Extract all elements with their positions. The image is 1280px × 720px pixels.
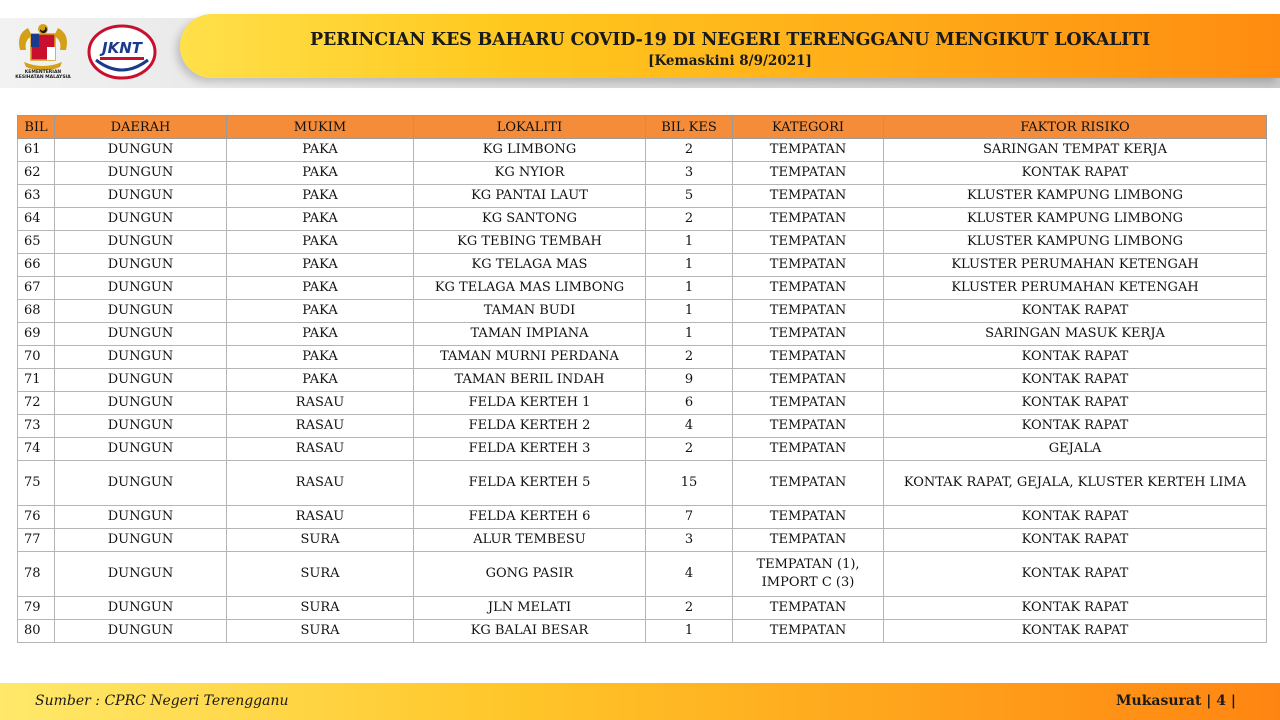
kategori-cell: TEMPATAN: [733, 208, 884, 231]
mukim-cell: PAKA: [227, 162, 414, 185]
mukim-cell: SURA: [227, 529, 414, 552]
table-row: [18, 162, 1267, 185]
mukim-cell: PAKA: [227, 323, 414, 346]
daerah-cell: DUNGUN: [55, 231, 227, 254]
bil-header: BIL: [18, 116, 55, 139]
daerah-cell: DUNGUN: [55, 461, 227, 506]
lokaliti-cell: TAMAN MURNI PERDANA: [414, 346, 646, 369]
lokaliti-cell: GONG PASIR: [414, 552, 646, 597]
bil-kes-cell: 1: [646, 231, 733, 254]
faktor-risiko-cell: KONTAK RAPAT: [884, 552, 1267, 597]
lokaliti-cell: FELDA KERTEH 1: [414, 392, 646, 415]
bil-cell: 71: [18, 369, 55, 392]
mukim-cell: RASAU: [227, 392, 414, 415]
table-row: [18, 185, 1267, 208]
title-banner: [180, 14, 1280, 78]
mukim-cell: RASAU: [227, 415, 414, 438]
bil-cell: 67: [18, 277, 55, 300]
kategori-cell: TEMPATAN: [733, 415, 884, 438]
daerah-cell: DUNGUN: [55, 529, 227, 552]
kategori-cell: TEMPATAN: [733, 620, 884, 643]
table-row: [18, 369, 1267, 392]
bil-kes-cell: 2: [646, 438, 733, 461]
lokaliti-cell: FELDA KERTEH 6: [414, 506, 646, 529]
lokaliti-cell: ALUR TEMBESU: [414, 529, 646, 552]
lokaliti-cell: KG TELAGA MAS: [414, 254, 646, 277]
table-row: [18, 323, 1267, 346]
kategori-cell: TEMPATAN: [733, 392, 884, 415]
bil-cell: 70: [18, 346, 55, 369]
daerah-cell: DUNGUN: [55, 139, 227, 162]
faktor-risiko-cell: KLUSTER KAMPUNG LIMBONG: [884, 185, 1267, 208]
lokaliti-cell: KG SANTONG: [414, 208, 646, 231]
bil-cell: 63: [18, 185, 55, 208]
table-row: [18, 208, 1267, 231]
mukim-cell: PAKA: [227, 139, 414, 162]
bil-kes-cell: 6: [646, 392, 733, 415]
mukim-cell: PAKA: [227, 300, 414, 323]
faktor-risiko-cell: KLUSTER PERUMAHAN KETENGAH: [884, 277, 1267, 300]
table-body: [18, 139, 1267, 643]
lokaliti-cell: FELDA KERTEH 5: [414, 461, 646, 506]
bil-cell: 64: [18, 208, 55, 231]
bil-kes-cell: 2: [646, 139, 733, 162]
table-row: [18, 552, 1267, 597]
covid-cases-table: [17, 115, 1267, 643]
daerah-cell: DUNGUN: [55, 392, 227, 415]
faktor-risiko-cell: KONTAK RAPAT, GEJALA, KLUSTER KERTEH LIMA: [884, 461, 1267, 506]
mukim-cell: SURA: [227, 552, 414, 597]
bil-kes-cell: 5: [646, 185, 733, 208]
daerah-cell: DUNGUN: [55, 552, 227, 597]
mukim-cell: SURA: [227, 597, 414, 620]
bil-kes-header: BIL KES: [646, 116, 733, 139]
source-note: Sumber : CPRC Negeri Terengganu: [35, 693, 289, 709]
lokaliti-cell: KG LIMBONG: [414, 139, 646, 162]
bil-cell: 69: [18, 323, 55, 346]
bil-kes-cell: 2: [646, 208, 733, 231]
table-row: [18, 254, 1267, 277]
bil-kes-cell: 2: [646, 597, 733, 620]
mukim-cell: PAKA: [227, 231, 414, 254]
faktor-risiko-cell: KONTAK RAPAT: [884, 529, 1267, 552]
bil-cell: 61: [18, 139, 55, 162]
daerah-cell: DUNGUN: [55, 300, 227, 323]
bil-cell: 75: [18, 461, 55, 506]
lokaliti-cell: KG PANTAI LAUT: [414, 185, 646, 208]
lokaliti-cell: FELDA KERTEH 3: [414, 438, 646, 461]
lokaliti-cell: KG BALAI BESAR: [414, 620, 646, 643]
mukim-cell: PAKA: [227, 254, 414, 277]
daerah-cell: DUNGUN: [55, 162, 227, 185]
daerah-cell: DUNGUN: [55, 597, 227, 620]
faktor-risiko-cell: SARINGAN TEMPAT KERJA: [884, 139, 1267, 162]
faktor-risiko-header: FAKTOR RISIKO: [884, 116, 1267, 139]
kategori-cell: TEMPATAN: [733, 300, 884, 323]
kategori-cell: TEMPATAN: [733, 529, 884, 552]
bil-kes-cell: 3: [646, 162, 733, 185]
faktor-risiko-cell: SARINGAN MASUK KERJA: [884, 323, 1267, 346]
table-row: [18, 231, 1267, 254]
bil-kes-cell: 7: [646, 506, 733, 529]
faktor-risiko-cell: GEJALA: [884, 438, 1267, 461]
lokaliti-cell: FELDA KERTEH 2: [414, 415, 646, 438]
bil-kes-cell: 3: [646, 529, 733, 552]
mukim-cell: PAKA: [227, 277, 414, 300]
table-row: [18, 438, 1267, 461]
daerah-cell: DUNGUN: [55, 415, 227, 438]
bil-cell: 78: [18, 552, 55, 597]
lokaliti-cell: JLN MELATI: [414, 597, 646, 620]
kategori-cell: TEMPATAN: [733, 323, 884, 346]
lokaliti-header: LOKALITI: [414, 116, 646, 139]
lokaliti-cell: KG TEBING TEMBAH: [414, 231, 646, 254]
bil-cell: 66: [18, 254, 55, 277]
slide-footer: [0, 683, 1280, 720]
mukim-cell: PAKA: [227, 185, 414, 208]
kategori-cell: TEMPATAN: [733, 506, 884, 529]
bil-kes-cell: 1: [646, 620, 733, 643]
daerah-cell: DUNGUN: [55, 208, 227, 231]
daerah-header: DAERAH: [55, 116, 227, 139]
bil-kes-cell: 9: [646, 369, 733, 392]
bil-cell: 74: [18, 438, 55, 461]
faktor-risiko-cell: KLUSTER PERUMAHAN KETENGAH: [884, 254, 1267, 277]
faktor-risiko-cell: KONTAK RAPAT: [884, 162, 1267, 185]
daerah-cell: DUNGUN: [55, 438, 227, 461]
bil-kes-cell: 4: [646, 552, 733, 597]
kategori-cell: TEMPATAN: [733, 597, 884, 620]
lokaliti-cell: KG TELAGA MAS LIMBONG: [414, 277, 646, 300]
daerah-cell: DUNGUN: [55, 185, 227, 208]
kategori-cell: TEMPATAN: [733, 139, 884, 162]
kategori-cell: TEMPATAN: [733, 438, 884, 461]
bil-kes-cell: 4: [646, 415, 733, 438]
faktor-risiko-cell: KONTAK RAPAT: [884, 392, 1267, 415]
kategori-cell: TEMPATAN: [733, 162, 884, 185]
mukim-cell: RASAU: [227, 438, 414, 461]
daerah-cell: DUNGUN: [55, 323, 227, 346]
table-row: [18, 461, 1267, 506]
bil-cell: 73: [18, 415, 55, 438]
daerah-cell: DUNGUN: [55, 254, 227, 277]
mukim-cell: PAKA: [227, 346, 414, 369]
bil-cell: 62: [18, 162, 55, 185]
daerah-cell: DUNGUN: [55, 346, 227, 369]
bil-cell: 65: [18, 231, 55, 254]
lokaliti-cell: TAMAN BERIL INDAH: [414, 369, 646, 392]
kategori-cell: TEMPATAN: [733, 185, 884, 208]
kategori-cell: TEMPATAN: [733, 277, 884, 300]
table-row: [18, 529, 1267, 552]
jknt-logo: [86, 22, 158, 82]
kategori-cell: TEMPATAN: [733, 254, 884, 277]
table-row: [18, 620, 1267, 643]
lokaliti-cell: TAMAN IMPIANA: [414, 323, 646, 346]
faktor-risiko-cell: KONTAK RAPAT: [884, 597, 1267, 620]
faktor-risiko-cell: KONTAK RAPAT: [884, 620, 1267, 643]
bil-cell: 80: [18, 620, 55, 643]
bil-cell: 77: [18, 529, 55, 552]
bil-kes-cell: 1: [646, 323, 733, 346]
kategori-cell: TEMPATAN: [733, 231, 884, 254]
daerah-cell: DUNGUN: [55, 277, 227, 300]
faktor-risiko-cell: KONTAK RAPAT: [884, 506, 1267, 529]
bil-cell: 72: [18, 392, 55, 415]
table-row: [18, 415, 1267, 438]
jknt-logo-text: JKNT: [102, 39, 142, 57]
daerah-cell: DUNGUN: [55, 620, 227, 643]
daerah-cell: DUNGUN: [55, 506, 227, 529]
faktor-risiko-cell: KLUSTER KAMPUNG LIMBONG: [884, 231, 1267, 254]
table-row: [18, 346, 1267, 369]
bil-kes-cell: 1: [646, 254, 733, 277]
mukim-cell: SURA: [227, 620, 414, 643]
kategori-cell: TEMPATAN: [733, 346, 884, 369]
mukim-cell: RASAU: [227, 506, 414, 529]
bil-kes-cell: 1: [646, 277, 733, 300]
page-title: PERINCIAN KES BAHARU COVID-19 DI NEGERI TERENGGANU MENGIKUT LOKALITI: [310, 30, 1150, 50]
bil-cell: 68: [18, 300, 55, 323]
bil-kes-cell: 1: [646, 300, 733, 323]
table-row: [18, 277, 1267, 300]
table-row: [18, 300, 1267, 323]
mukim-cell: PAKA: [227, 369, 414, 392]
bil-cell: 76: [18, 506, 55, 529]
faktor-risiko-cell: KLUSTER KAMPUNG LIMBONG: [884, 208, 1267, 231]
table-row: [18, 597, 1267, 620]
bil-kes-cell: 15: [646, 461, 733, 506]
bil-kes-cell: 2: [646, 346, 733, 369]
faktor-risiko-cell: KONTAK RAPAT: [884, 300, 1267, 323]
lokaliti-cell: KG NYIOR: [414, 162, 646, 185]
slide-header: [0, 0, 1280, 100]
kategori-header: KATEGORI: [733, 116, 884, 139]
faktor-risiko-cell: KONTAK RAPAT: [884, 415, 1267, 438]
table-row: [18, 506, 1267, 529]
bil-cell: 79: [18, 597, 55, 620]
kategori-cell: TEMPATAN (1), IMPORT C (3): [733, 552, 884, 597]
table-header-row: [18, 116, 1267, 139]
page-number: Mukasurat | 4 |: [1116, 693, 1236, 709]
update-date: [Kemaskini 8/9/2021]: [648, 53, 812, 69]
kategori-cell: TEMPATAN: [733, 369, 884, 392]
kategori-cell: TEMPATAN: [733, 461, 884, 506]
mukim-cell: RASAU: [227, 461, 414, 506]
kkm-logo-caption: KEMENTERIAN KESIHATAN MALAYSIA: [15, 70, 71, 80]
table-row: [18, 139, 1267, 162]
faktor-risiko-cell: KONTAK RAPAT: [884, 369, 1267, 392]
faktor-risiko-cell: KONTAK RAPAT: [884, 346, 1267, 369]
mukim-header: MUKIM: [227, 116, 414, 139]
lokaliti-cell: TAMAN BUDI: [414, 300, 646, 323]
daerah-cell: DUNGUN: [55, 369, 227, 392]
table-row: [18, 392, 1267, 415]
mukim-cell: PAKA: [227, 208, 414, 231]
